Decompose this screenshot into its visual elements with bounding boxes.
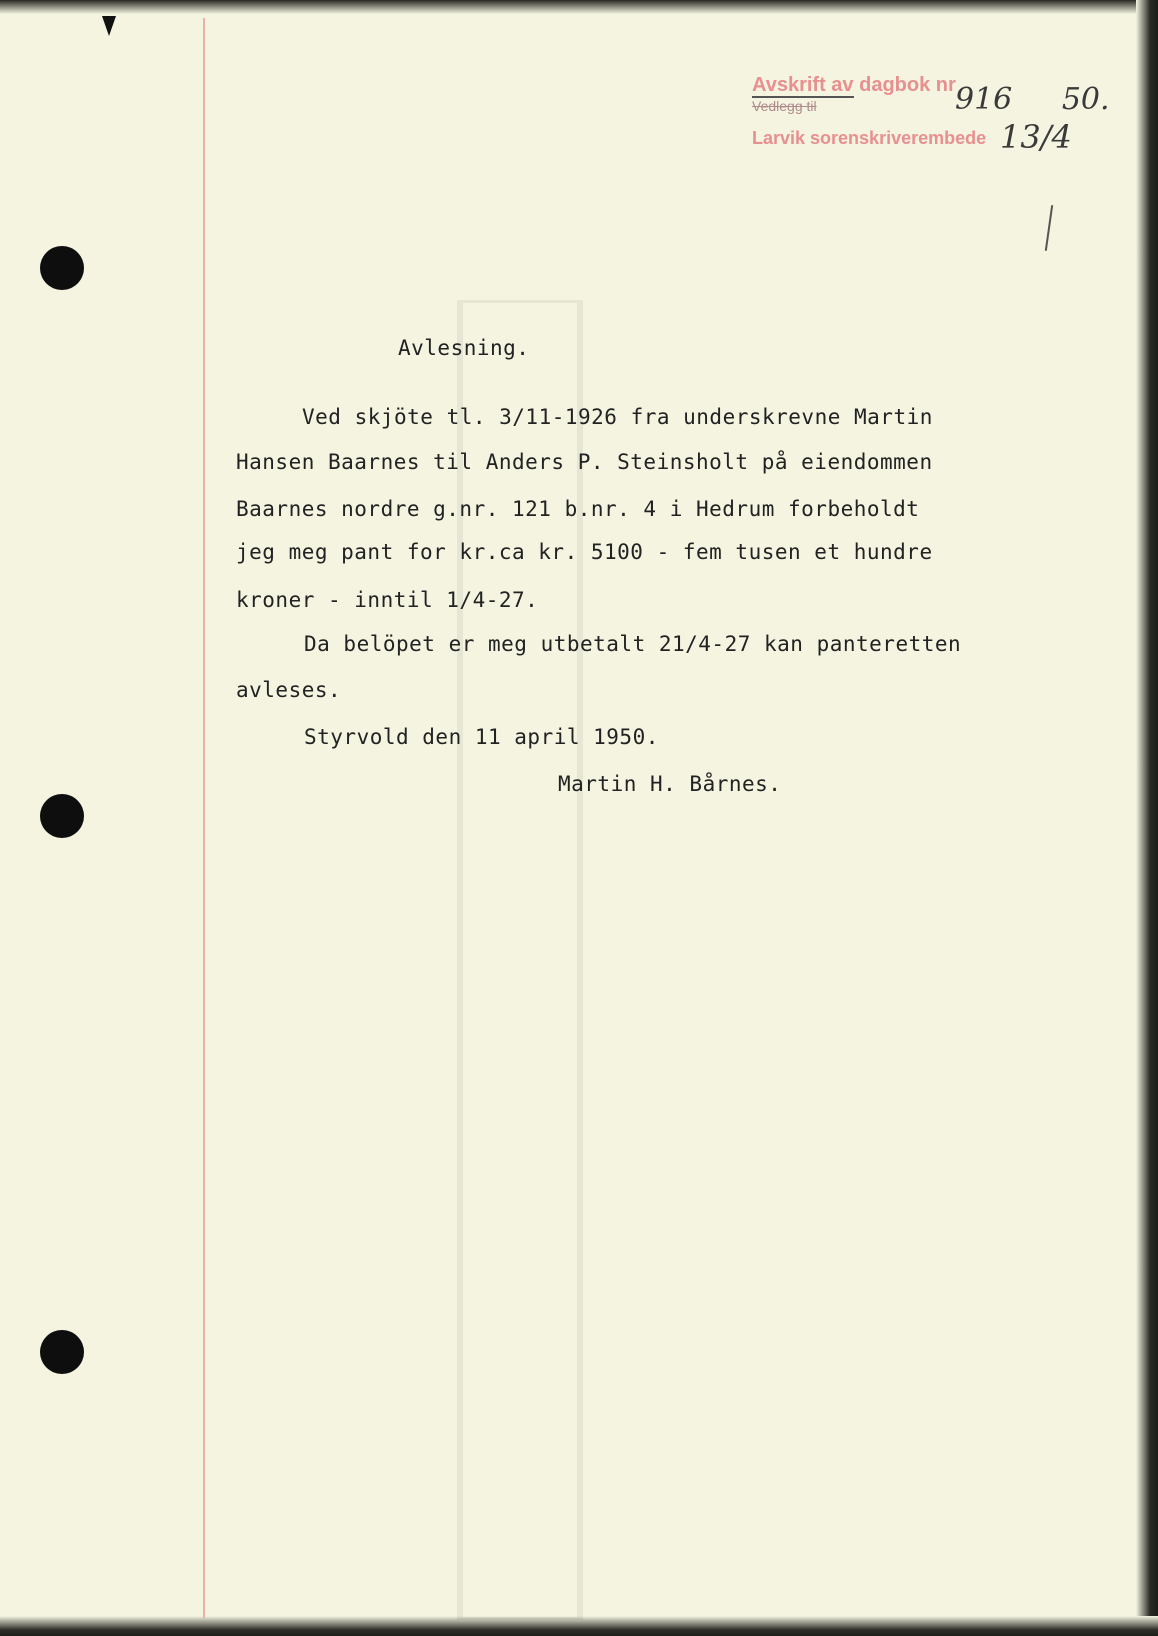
body-line-3: Baarnes nordre g.nr. 121 b.nr. 4 i Hedrum forbeholdt — [236, 497, 920, 521]
pencil-tick — [1045, 205, 1053, 251]
body-line-1: Ved skjöte tl. 3/11-1926 fra underskrevne Martin — [302, 405, 933, 429]
body-line-6: Da belöpet er meg utbetalt 21/4-27 kan panteretten — [304, 632, 962, 656]
punch-hole-top — [40, 246, 84, 290]
stamp-dagbok-label: dagbok nr — [859, 74, 956, 96]
place-date-line: Styrvold den 11 april 1950. — [304, 725, 659, 749]
margin-line — [203, 18, 205, 1618]
signature-line: Martin H. Bårnes. — [558, 772, 782, 796]
stamp-office-label: Larvik sorenskriverembede — [752, 128, 987, 148]
handwritten-date: 13/4 — [1000, 118, 1072, 156]
scan-edge-right — [1136, 0, 1158, 1636]
body-line-4: jeg meg pant for kr.ca kr. 5100 - fem tusen et hundre — [236, 540, 933, 564]
document-title: Avlesning. — [398, 336, 530, 360]
scan-edge-top — [0, 0, 1158, 14]
body-line-5: kroner - inntil 1/4-27. — [236, 588, 539, 612]
corner-mark-icon — [100, 14, 118, 38]
body-line-7: avleses. — [236, 678, 342, 702]
entry-number: 916 — [955, 82, 1013, 117]
handwritten-entry-number — [955, 82, 1110, 117]
stamp-struck-label: Vedlegg til — [752, 98, 817, 114]
punch-hole-middle — [40, 794, 84, 838]
entry-year: 50. — [1061, 82, 1110, 117]
stamp-line1 — [752, 74, 956, 97]
body-line-2: Hansen Baarnes til Anders P. Steinsholt på eiendommen — [236, 450, 933, 474]
punch-hole-bottom — [40, 1330, 84, 1374]
stamp-avskrift-label: Avskrift av — [752, 74, 854, 96]
